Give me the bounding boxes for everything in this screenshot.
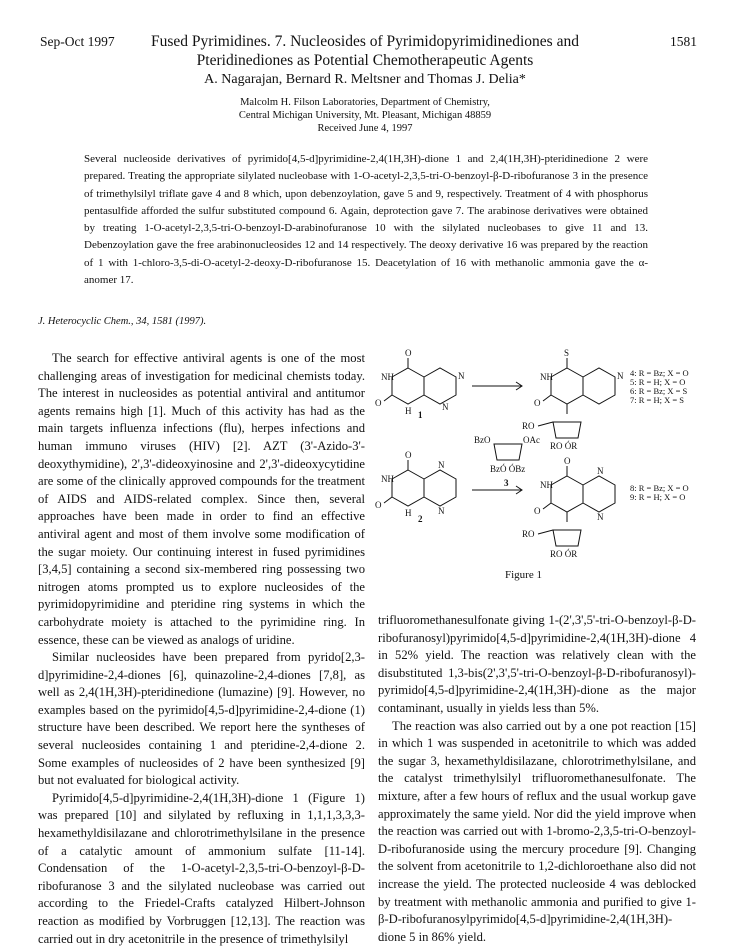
page-number: 1581: [670, 34, 697, 49]
journal-issue: Sep-Oct 1997: [40, 34, 115, 49]
abstract: Several nucleoside derivatives of pyrimido[4,5-d]pyrimidine-2,4(1H,3H)-dione 1 and 2,4(1H,3H)-pteridinedione 2 were prepared. Treating the appropriate silylated nucleobase with 1-O-acetyl-2,3,5-tri-O-benzoyl-β-D-ribofuranose 3 in the presence of trimethylsilyl triflate gave 4 and 8 which, upon debenzoylation, gave 5 and 9, respectively. Treatment of 4 with phosphorus pentasulfide afforded the sulfur substituted compound 6. Again, deprotection gave 7. The arabinose derivatives were obtained by treating 1-O-acetyl-2,3,5-tri-O-benzoyl-D-arabinofuranose 10 with the silylated nucleobases to give 11 and 13. Debenzoylation gave the free arabinonucleosides 12 and 14 respectively. The deoxy derivative 16 was prepared by the reaction of 1 with 1-chloro-3,5-di-O-acetyl-2-deoxy-D-ribofuranose 15. Deacetylation of 16 with methanolic ammonia gave the α-anomer 17.: [84, 153, 648, 287]
affiliation: [120, 96, 610, 135]
label-S: S: [564, 348, 570, 358]
label-O: O: [405, 348, 412, 358]
legend-7: 7: R = H; X = S: [630, 395, 684, 405]
label-NH: NH: [540, 480, 553, 490]
label-NH: NH: [381, 474, 394, 484]
compound-3-number: 3: [504, 478, 509, 488]
received-date: Received June 4, 1997: [317, 123, 413, 134]
label-O: O: [375, 500, 382, 510]
body-paragraph: trifluoromethanesulfonate giving 1-(2',3',5'-tri-O-benzoyl-β-D-ribofuranosyl)pyrimido[4,5-d]pyrimidine-2,4(1H,3H)-dione 4 in 52% yield. The reaction was relatively clean with the disubstituted 1,3-bis(2',3',5'-tri-O-benzoyl-β-D-ribofuranosyl)-pyrimido[4,5-d]pyrimidine-2,4(1H,3H)-dione as the major contaminant, usually in yields less than 5%.: [378, 613, 696, 715]
compound-1-number: 1: [418, 410, 423, 420]
label-NH: NH: [381, 372, 394, 382]
legend-9: 9: R = H; X = O: [630, 492, 686, 502]
label-O: O: [405, 450, 412, 460]
label-RO: RO: [522, 421, 535, 431]
label-NH: NH: [540, 372, 553, 382]
label-H: H: [405, 508, 412, 518]
figure-1: [372, 348, 712, 588]
legend-6: 6: R = Bz; X = S: [630, 386, 688, 396]
label-RO-OR: RO ÓR: [550, 549, 578, 559]
citation: J. Heterocyclic Chem., 34, 1581 (1997).: [38, 316, 207, 327]
reaction-scheme: [372, 348, 712, 588]
article-title: [120, 32, 610, 70]
label-N: N: [597, 512, 604, 522]
affiliation-line-2: Central Michigan University, Mt. Pleasant, Michigan 48859: [238, 110, 492, 121]
label-N: N: [597, 466, 604, 476]
body-paragraph: Pyrimido[4,5-d]pyrimidine-2,4(1H,3H)-dione 1 (Figure 1) was prepared [10] and silylated by refluxing in 1,1,1,3,3,3-hexamethyldisilazane and chlorotrimethylsilane in the presence of a catalytic amount of ammonium sulfate [11-14]. Condensation of the 1-O-acetyl-2,3,5-tri-O-benzoyl-β-D-ribofuranose 3 and the silylated nucleobase was carried out according to the Friedel-Crafts catalyzed Hilbert-Johnson reaction as modified by Vorbruggen [12,13]. The reaction was carried out in dry acetonitrile in the presence of trimethylsilyl: [38, 790, 365, 946]
body-paragraph: The reaction was also carried out by a one pot reaction [15] in which 1 was suspended in acetonitrile to which was added the sugar 3, hexamethyldisilazane, chlorotrimethylsilane, and the catalyst trimethylsilyl trifluoromethanesulfonate. The mixture, after a few hours of reflux and the usual workup gave approximately the same yield. Nor did the yield improve when the reaction was carried out with 1-bromo-2,3,5-tri-O-benzoyl-D-ribofuranoside using the mercury procedure [9]. Changing the solvent from acetonitrile to 1,2-dichloroethane also did not increase the yield. The protected nucleoside 4 was deblocked by treatment with methanolic ammonia and purified to give 1-β-D-ribofuranosylpyrimido[4,5-d]pyrimidine-2,4(1H,3H)-dione 5 in 86% yield.: [378, 718, 696, 944]
label-BzO-OBz: BzÓ ÓBz: [490, 464, 526, 474]
figure-caption: Figure 1: [505, 569, 542, 581]
compound-2-number: 2: [418, 514, 423, 524]
label-N: N: [438, 460, 445, 470]
label-RO: RO: [522, 529, 535, 539]
legend-5: 5: R = H; X = O: [630, 377, 686, 387]
body-paragraph: Similar nucleosides have been prepared from pyrido[2,3-d]pyrimidine-2,4-diones [6], quinazoline-2,4-diones [7,8], as well as 2,4(1H,3H)-pteridinedione (lumazine) [9]. However, no examples based on the pyrimido[4,5-d]pyrimidine-2,4-dione (1) structure have been described. We report here the syntheses of several nucleosides containing 1 and pteridine-2,4-dione 2. Some examples of nucleosides of 2 have been synthesized [9] but not evaluated for biological activity.: [38, 650, 365, 788]
body-right-column: [378, 612, 696, 946]
title-line-2: Pteridinediones as Potential Chemotherapeutic Agents: [196, 52, 534, 69]
label-O: O: [534, 506, 541, 516]
label-O: O: [564, 456, 571, 466]
legend-8: 8: R = Bz; X = O: [630, 483, 689, 493]
label-O: O: [375, 398, 382, 408]
label-N: N: [442, 402, 449, 412]
authors: A. Nagarajan, Bernard R. Meltsner and Thomas J. Delia*: [204, 72, 526, 87]
body-paragraph: The search for effective antiviral agents is one of the most challenging areas of investigation for medicinal chemists today. The interest in nucleosides as potential antiviral and antitumor agents remains high [1]. Much of this activity has had as the main targets influenza infections (flu), herpes infections and human immuno viruses (HIV) [2]. AZT (3'-Azido-3'-deoxythymidine), 2',3'-dideoxyinosine and 2',3'-dideoxycytidine are some of the clinically approved compounds for the treatment of AIDS and AIDS-related complex. Since then, several approaches have been made in order to find an effective antiviral agent and most of them involve some modification of the sugar moiety. Our continuing interest in fused pyrimidines [3,4,5] containing a second six-membered ring possessing two nitrogen atoms prompted us to explore nucleosides of the pyrimidopyrimidine and pteridine ring systems in which the carbohydrate moiety is attached to the pyrimidine ring. In essence, these can be viewed as analogs of uridine.: [38, 351, 365, 647]
body-left-column: [38, 350, 365, 948]
label-N: N: [438, 506, 445, 516]
label-H: H: [405, 406, 412, 416]
label-OAc: OAc: [523, 435, 540, 445]
title-line-1: Fused Pyrimidines. 7. Nucleosides of Pyrimidopyrimidinediones and: [151, 33, 579, 50]
label-O: O: [534, 398, 541, 408]
legend-4: 4: R = Bz; X = O: [630, 368, 689, 378]
affiliation-line-1: Malcolm H. Filson Laboratories, Department of Chemistry,: [240, 97, 490, 108]
label-N: N: [458, 371, 465, 381]
label-N: N: [617, 371, 624, 381]
label-RO-OR: RO ÓR: [550, 441, 578, 451]
label-BzO: BzO: [474, 435, 491, 445]
